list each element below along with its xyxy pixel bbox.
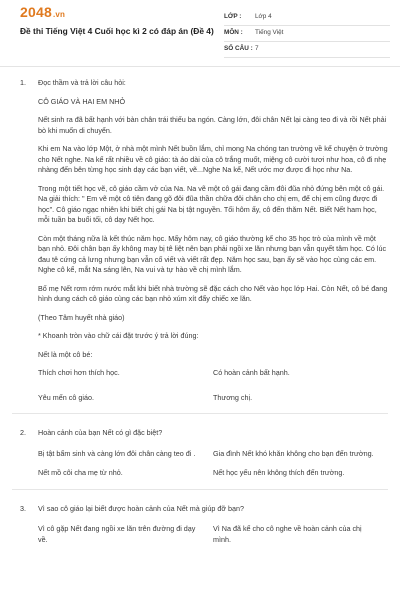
meta-label: SỐ CÂU : [224, 45, 253, 52]
meta-label: LỚP : [224, 13, 242, 20]
meta-value: 7 [255, 45, 259, 52]
instruction: * Khoanh tròn vào chữ cái đặt trước ý trả lời đúng: [38, 331, 199, 340]
document-title: Đề thi Tiếng Việt 4 Cuối học kì 2 có đáp án (Đề 4) [20, 26, 214, 36]
story-paragraph: Nết sinh ra đã bất hạnh với bàn chân trái thiếu ba ngón. Càng lớn, đôi chân Nết lại càng teo đi và rồi Nết phải bò khi muốn di chuyển. [38, 115, 387, 135]
answer-options [38, 368, 388, 403]
meta-row-subject [224, 26, 390, 42]
story-paragraph: Khi em Na vào lớp Một, ở nhà một mình Nết buồn lắm, chỉ mong Na chóng tan trường về kể chuyện ở trường cho Nết nghe. Na kể rất nhiều về cô giáo: tà áo dài của cô trắng muốt, miệng cô cười tươi như hoa, cô đi nhẹ nhàng đến bên từng học sinh dạy các bạn viết, vẽ...Nghe Na kể, Nết ước mơ được đi học như Na. [38, 144, 388, 174]
page-header [0, 0, 400, 62]
answer-options [38, 524, 388, 545]
answer-option[interactable]: Nết mồ côi cha mẹ từ nhỏ. [38, 468, 123, 477]
question-body [38, 504, 388, 546]
header-divider [0, 66, 400, 67]
question-prompt: Vì sao cô giáo lại biết được hoàn cảnh của Nết mà giúp đỡ bạn? [38, 503, 245, 513]
answer-option[interactable]: Vì Na đã kể cho cô nghe về hoàn cảnh của chị mình. [213, 524, 362, 544]
meta-label: MÔN : [224, 29, 243, 36]
answer-option[interactable]: Thương chị. [213, 392, 253, 402]
site-logo[interactable] [20, 4, 65, 20]
question-prompt: Đọc thầm và trả lời câu hỏi: [38, 78, 126, 87]
question-divider [12, 489, 388, 490]
story-title: CÔ GIÁO VÀ HAI EM NHỎ [38, 96, 126, 106]
answer-option[interactable]: Vì cô gặp Nết đang ngồi xe lăn trên đường đi dạy về. [38, 524, 196, 544]
logo-text: 2048 [20, 4, 52, 20]
answer-option[interactable]: Thích chơi hơn thích học. [38, 368, 120, 377]
meta-table [224, 10, 390, 58]
question-1 [0, 78, 400, 403]
answer-options [38, 449, 388, 479]
question-divider [12, 413, 388, 414]
answer-option[interactable]: Nết học yếu nên không thích đến trường. [213, 468, 345, 477]
answer-option[interactable]: Yêu mến cô giáo. [38, 392, 94, 402]
question-body [38, 428, 388, 479]
question-2 [0, 428, 400, 479]
answer-option[interactable]: Bị tật bẩm sinh và càng lớn đôi chân càng teo đi . [38, 448, 196, 458]
story-paragraph: Bố mẹ Nết rơm rớm nước mắt khi biết nhà trường sẽ đặc cách cho Nết vào học lớp Hai. Còn Nết, cô bé đang hình dung cách cô giáo cùng các bạn nhỏ xúm xít đẩy chiếc xe lăn. [38, 283, 388, 303]
question-number: 2. [20, 428, 26, 437]
meta-value: Lớp 4 [255, 13, 272, 20]
question-prompt: Hoàn cảnh của bạn Nết có gì đặc biệt? [38, 428, 163, 437]
exam-content [0, 78, 400, 545]
answer-option[interactable]: Gia đình Nết khó khăn không cho bạn đến trường. [213, 448, 374, 458]
story-paragraph: Còn một tháng nữa là kết thúc năm học. Mấy hôm nay, cô giáo thường kể cho 35 học trò của mình về một bạn nhỏ. Đôi chân bạn ấy không may bị tê liệt nên bạn phải ngồi xe lăn nhưng bạn vẫn quyết tâm học. Có lúc đau tê cứng cả lưng nhưng bạn vẫn cố viết và viết rất đẹp. Năm học sau, bạn ấy sẽ vào học cùng các em. Nghe cô kể, mắt Na sáng lên, Na vui và tự hào về chị mình lắm. [38, 233, 387, 274]
story-paragraph: Trong một tiết học vẽ, cô giáo cầm vở của Na. Na vẽ một cô gái đang cầm đôi đũa nhỏ đứng bên một cô gái. Na giải thích: " Em vẽ một cô tiên đang gõ đôi đũa thần chữa đôi chân cho chị em, để chị em cũng được đi học". Cô giáo ngạc nhiên khi biết chị gái Na bị tật nguyền. Tối hôm ấy, cô đến thăm Nết. Biết Nết ham học, mỗi tuần ba buổi tối, cô dạy Nết học. [38, 183, 385, 224]
story-source: (Theo Tâm huyết nhà giáo) [38, 312, 125, 322]
question-number: 1. [20, 78, 26, 87]
answer-option[interactable]: Có hoàn cảnh bất hạnh. [213, 368, 290, 377]
meta-row-class [224, 10, 390, 26]
question-number: 3. [20, 503, 26, 513]
logo-suffix: .vn [52, 10, 66, 19]
question-body [38, 78, 388, 403]
meta-value: Tiếng Việt [255, 29, 284, 36]
question-3 [0, 504, 400, 546]
sub-question: Nết là một cô bé: [38, 349, 93, 359]
meta-row-count [224, 42, 390, 58]
